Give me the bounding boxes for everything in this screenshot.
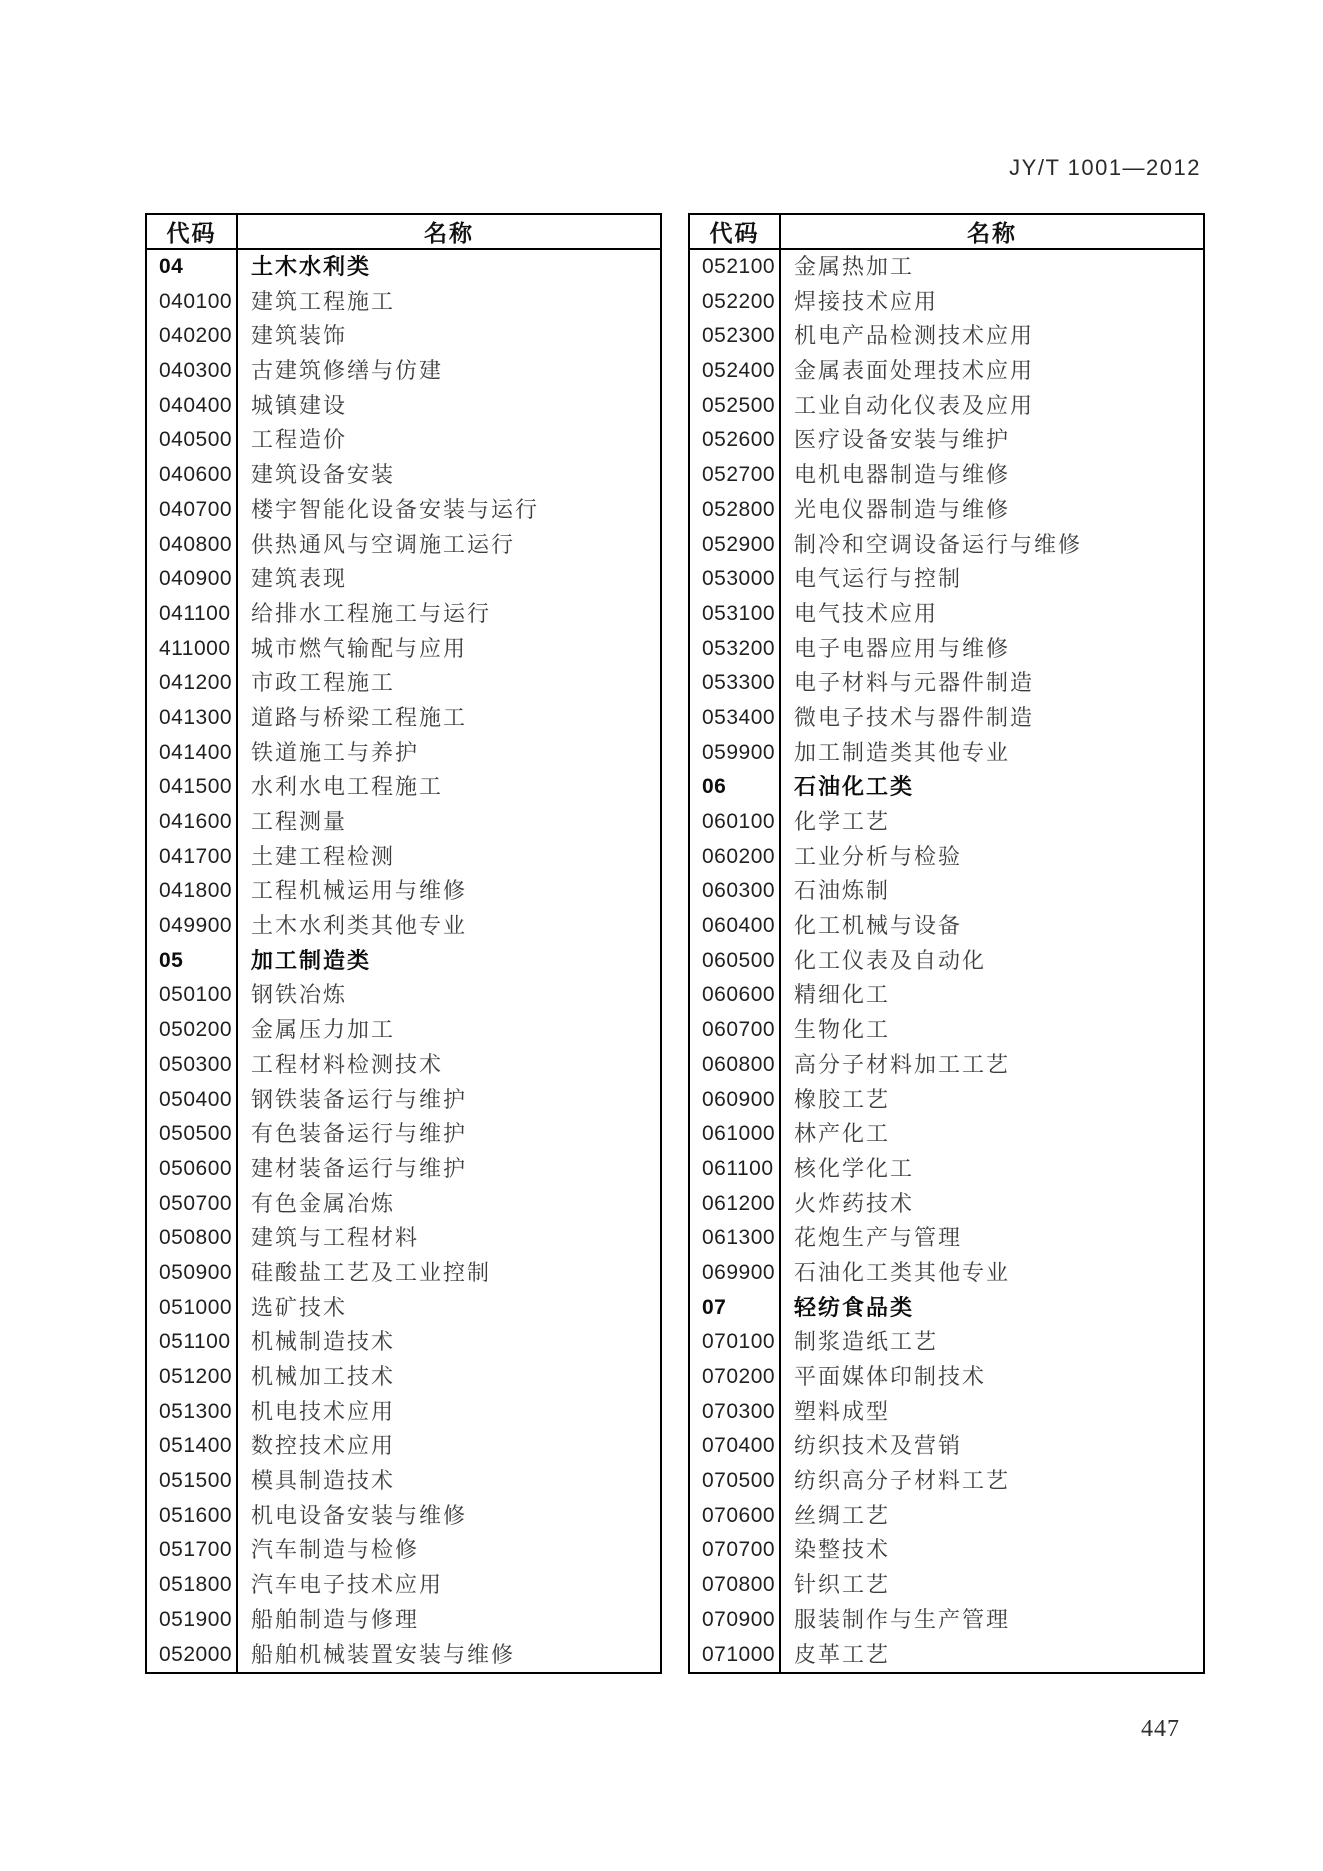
name-cell: 工程机械运用与维修: [251, 878, 468, 904]
code-cell: 050400: [146, 1083, 237, 1118]
code-cell: 050500: [146, 1117, 237, 1152]
name-cell: 电子电器应用与维修: [794, 635, 1011, 661]
name-cell: 工程材料检测技术: [251, 1051, 444, 1077]
name-cell: 加工制造类: [251, 947, 372, 973]
code-cell: 052500: [689, 389, 780, 424]
code-cell: 050900: [146, 1256, 237, 1291]
table-row: [689, 423, 1204, 458]
table-row: [689, 1256, 1204, 1291]
table-row: [689, 1048, 1204, 1083]
table-row: [146, 909, 661, 944]
name-cell: 核化学化工: [794, 1155, 915, 1181]
code-cell: 050200: [146, 1013, 237, 1048]
name-cell: 建筑设备安装: [251, 462, 396, 488]
table-row: [689, 458, 1204, 493]
table-row: [689, 1083, 1204, 1118]
name-cell: 微电子技术与器件制造: [794, 704, 1035, 730]
name-cell: 金属表面处理技术应用: [794, 358, 1035, 384]
code-cell: 060800: [689, 1048, 780, 1083]
table-row: [146, 1429, 661, 1464]
name-cell: 石油化工类其他专业: [794, 1259, 1011, 1285]
table-row: [146, 1187, 661, 1222]
table-row: [689, 978, 1204, 1013]
code-cell: 051100: [146, 1325, 237, 1360]
name-cell: 生物化工: [794, 1017, 891, 1043]
name-cell: 橡胶工艺: [794, 1086, 891, 1112]
table-row: [146, 1256, 661, 1291]
table-row: [689, 1568, 1204, 1603]
code-cell: 050100: [146, 978, 237, 1013]
name-cell: 市政工程施工: [251, 670, 396, 696]
name-cell: 铁道施工与养护: [251, 739, 420, 765]
table-row: [146, 632, 661, 667]
table-row: [146, 978, 661, 1013]
name-cell: 花炮生产与管理: [794, 1225, 963, 1251]
name-cell: 道路与桥梁工程施工: [251, 704, 468, 730]
page-number: 447: [1141, 1716, 1180, 1742]
name-cell: 石油化工类: [794, 774, 915, 800]
name-cell: 土建工程检测: [251, 843, 396, 869]
name-cell: 焊接技术应用: [794, 288, 939, 314]
table-row: [146, 1083, 661, 1118]
table-row: [146, 736, 661, 771]
code-table-left: [145, 213, 662, 1674]
code-cell: 041400: [146, 736, 237, 771]
table-row: [689, 805, 1204, 840]
code-cell: 04: [146, 249, 237, 285]
name-cell: 建材装备运行与维护: [251, 1155, 468, 1181]
name-cell: 医疗设备安装与维护: [794, 427, 1011, 453]
table-row: [689, 632, 1204, 667]
table-row: [689, 1429, 1204, 1464]
code-cell: 070700: [689, 1533, 780, 1568]
code-cell: 070600: [689, 1499, 780, 1534]
table-row: [146, 1117, 661, 1152]
code-cell: 051900: [146, 1603, 237, 1638]
name-cell: 有色金属冶炼: [251, 1190, 396, 1216]
name-cell: 电子材料与元器件制造: [794, 670, 1035, 696]
code-cell: 07: [689, 1291, 780, 1326]
table-row: [689, 1325, 1204, 1360]
code-cell: 050800: [146, 1221, 237, 1256]
column-header-name: 名称: [237, 214, 661, 249]
table-row: [146, 770, 661, 805]
code-cell: 052100: [689, 249, 780, 285]
code-cell: 060500: [689, 944, 780, 979]
code-cell: 040500: [146, 423, 237, 458]
table-row: [689, 701, 1204, 736]
name-cell: 选矿技术: [251, 1294, 348, 1320]
category-row: [146, 249, 661, 285]
code-cell: 411000: [146, 632, 237, 667]
name-cell: 平面媒体印制技术: [794, 1364, 987, 1389]
code-cell: 059900: [689, 736, 780, 771]
code-cell: 070900: [689, 1603, 780, 1638]
table-row: [146, 1325, 661, 1360]
name-cell: 机电技术应用: [251, 1398, 396, 1424]
category-row: [689, 770, 1204, 805]
table-row: [146, 354, 661, 389]
code-cell: 041300: [146, 701, 237, 736]
code-cell: 060400: [689, 909, 780, 944]
table-row: [689, 1187, 1204, 1222]
name-cell: 金属热加工: [794, 254, 915, 279]
table-row: [146, 1395, 661, 1430]
table-row: [689, 736, 1204, 771]
column-header-name: 名称: [780, 214, 1204, 249]
name-cell: 火炸药技术: [794, 1190, 915, 1216]
code-cell: 070100: [689, 1325, 780, 1360]
name-cell: 服装制作与生产管理: [794, 1606, 1011, 1632]
name-cell: 加工制造类其他专业: [794, 739, 1011, 765]
code-cell: 040900: [146, 562, 237, 597]
table-row: [146, 562, 661, 597]
name-cell: 钢铁冶炼: [251, 982, 348, 1008]
table-header-row: [689, 214, 1204, 249]
name-cell: 建筑表现: [251, 566, 348, 592]
table-row: [146, 597, 661, 632]
table-row: [689, 319, 1204, 354]
code-cell: 061000: [689, 1117, 780, 1152]
column-header-code: 代码: [689, 214, 780, 249]
table-row: [689, 1013, 1204, 1048]
name-cell: 机械制造技术: [251, 1329, 396, 1355]
category-row: [146, 944, 661, 979]
code-cell: 053400: [689, 701, 780, 736]
code-cell: 069900: [689, 1256, 780, 1291]
code-cell: 052600: [689, 423, 780, 458]
code-cell: 052900: [689, 528, 780, 563]
table-row: [689, 285, 1204, 320]
table-row: [146, 319, 661, 354]
name-cell: 化工机械与设备: [794, 913, 963, 939]
name-cell: 金属压力加工: [251, 1017, 396, 1043]
name-cell: 土木水利类: [251, 254, 372, 279]
code-cell: 051000: [146, 1291, 237, 1326]
code-cell: 041100: [146, 597, 237, 632]
code-cell: 052400: [689, 354, 780, 389]
table-row: [146, 805, 661, 840]
table-row: [146, 1603, 661, 1638]
table-row: [146, 1048, 661, 1083]
code-cell: 053200: [689, 632, 780, 667]
table-row: [689, 944, 1204, 979]
name-cell: 皮革工艺: [794, 1641, 891, 1667]
table-row: [689, 562, 1204, 597]
code-cell: 061100: [689, 1152, 780, 1187]
name-cell: 精细化工: [794, 982, 891, 1008]
code-cell: 070300: [689, 1395, 780, 1430]
code-cell: 070800: [689, 1568, 780, 1603]
name-cell: 船舶制造与修理: [251, 1606, 420, 1632]
table-row: [146, 874, 661, 909]
code-cell: 041700: [146, 840, 237, 875]
code-cell: 041800: [146, 874, 237, 909]
code-cell: 052800: [689, 493, 780, 528]
code-cell: 050700: [146, 1187, 237, 1222]
code-cell: 051800: [146, 1568, 237, 1603]
code-cell: 051300: [146, 1395, 237, 1430]
code-cell: 051600: [146, 1499, 237, 1534]
name-cell: 土木水利类其他专业: [251, 913, 468, 939]
table-row: [689, 840, 1204, 875]
code-cell: 071000: [689, 1638, 780, 1674]
code-cell: 052200: [689, 285, 780, 320]
table-row: [689, 528, 1204, 563]
name-cell: 汽车制造与检修: [251, 1537, 420, 1563]
table-row: [146, 840, 661, 875]
name-cell: 塑料成型: [794, 1398, 891, 1424]
code-cell: 053100: [689, 597, 780, 632]
standard-number-header: JY/T 1001—2012: [1009, 155, 1201, 180]
code-cell: 060300: [689, 874, 780, 909]
table-row: [689, 1533, 1204, 1568]
table-header-row: [146, 214, 661, 249]
column-header-code: 代码: [146, 214, 237, 249]
name-cell: 工程造价: [251, 427, 348, 453]
code-cell: 041600: [146, 805, 237, 840]
name-cell: 硅酸盐工艺及工业控制: [251, 1259, 492, 1285]
name-cell: 供热通风与空调施工运行: [251, 531, 516, 557]
code-cell: 049900: [146, 909, 237, 944]
table-row: [689, 909, 1204, 944]
code-cell: 051700: [146, 1533, 237, 1568]
name-cell: 电机电器制造与维修: [794, 462, 1011, 488]
name-cell: 电气运行与控制: [794, 566, 963, 592]
table-row: [689, 249, 1204, 285]
name-cell: 光电仪器制造与维修: [794, 496, 1011, 522]
code-cell: 040400: [146, 389, 237, 424]
name-cell: 机电设备安装与维修: [251, 1502, 468, 1528]
code-cell: 051400: [146, 1429, 237, 1464]
table-row: [689, 1603, 1204, 1638]
table-row: [146, 458, 661, 493]
code-cell: 052700: [689, 458, 780, 493]
table-row: [146, 1360, 661, 1395]
name-cell: 化学工艺: [794, 809, 891, 834]
table-row: [689, 1395, 1204, 1430]
table-row: [689, 597, 1204, 632]
table-row: [146, 1013, 661, 1048]
table-row: [146, 423, 661, 458]
table-row: [146, 1291, 661, 1326]
name-cell: 给排水工程施工与运行: [251, 600, 492, 626]
name-cell: 制冷和空调设备运行与维修: [794, 531, 1083, 557]
code-cell: 051200: [146, 1360, 237, 1395]
code-cell: 052000: [146, 1638, 237, 1674]
table-row: [689, 1499, 1204, 1534]
table-row: [689, 874, 1204, 909]
code-cell: 060100: [689, 805, 780, 840]
table-row: [689, 1117, 1204, 1152]
code-cell: 040100: [146, 285, 237, 320]
table-row: [146, 389, 661, 424]
table-row: [689, 1360, 1204, 1395]
table-row: [146, 701, 661, 736]
table-row: [146, 285, 661, 320]
code-cell: 060700: [689, 1013, 780, 1048]
code-cell: 06: [689, 770, 780, 805]
table-row: [146, 1152, 661, 1187]
name-cell: 机械加工技术: [251, 1364, 396, 1389]
code-cell: 070500: [689, 1464, 780, 1499]
tables-container: [145, 213, 1205, 1674]
table-row: [689, 1638, 1204, 1674]
table-row: [146, 528, 661, 563]
table-row: [689, 1464, 1204, 1499]
name-cell: 建筑与工程材料: [251, 1225, 420, 1251]
code-cell: 050300: [146, 1048, 237, 1083]
table-row: [146, 1499, 661, 1534]
table-row: [146, 1464, 661, 1499]
name-cell: 高分子材料加工工艺: [794, 1051, 1011, 1077]
name-cell: 船舶机械装置安装与维修: [251, 1641, 516, 1667]
name-cell: 染整技术: [794, 1537, 891, 1563]
code-cell: 060600: [689, 978, 780, 1013]
name-cell: 汽车电子技术应用: [251, 1572, 444, 1598]
code-cell: 061200: [689, 1187, 780, 1222]
code-cell: 040200: [146, 319, 237, 354]
table-row: [689, 354, 1204, 389]
name-cell: 机电产品检测技术应用: [794, 323, 1035, 349]
code-cell: 041200: [146, 666, 237, 701]
code-cell: 060200: [689, 840, 780, 875]
code-cell: 060900: [689, 1083, 780, 1118]
name-cell: 城镇建设: [251, 392, 348, 418]
table-row: [689, 666, 1204, 701]
name-cell: 楼宇智能化设备安装与运行: [251, 496, 540, 522]
code-cell: 070400: [689, 1429, 780, 1464]
table-row: [146, 1533, 661, 1568]
name-cell: 制浆造纸工艺: [794, 1329, 939, 1355]
category-row: [689, 1291, 1204, 1326]
table-row: [146, 1221, 661, 1256]
code-cell: 040600: [146, 458, 237, 493]
table-row: [689, 1221, 1204, 1256]
code-cell: 040700: [146, 493, 237, 528]
name-cell: 石油炼制: [794, 878, 891, 904]
code-cell: 061300: [689, 1221, 780, 1256]
code-table-right: [688, 213, 1205, 1674]
name-cell: 工程测量: [251, 809, 348, 834]
name-cell: 工业分析与检验: [794, 843, 963, 869]
code-cell: 050600: [146, 1152, 237, 1187]
name-cell: 建筑装饰: [251, 323, 348, 349]
table-row: [146, 666, 661, 701]
name-cell: 水利水电工程施工: [251, 774, 444, 800]
code-cell: 040800: [146, 528, 237, 563]
code-cell: 051500: [146, 1464, 237, 1499]
table-row: [146, 1638, 661, 1674]
name-cell: 钢铁装备运行与维护: [251, 1086, 468, 1112]
name-cell: 有色装备运行与维护: [251, 1121, 468, 1147]
table-row: [689, 389, 1204, 424]
name-cell: 丝绸工艺: [794, 1502, 891, 1528]
name-cell: 纺织高分子材料工艺: [794, 1468, 1011, 1494]
table-row: [689, 1152, 1204, 1187]
name-cell: 轻纺食品类: [794, 1294, 915, 1320]
name-cell: 电气技术应用: [794, 600, 939, 626]
name-cell: 纺织技术及营销: [794, 1433, 963, 1459]
code-cell: 053000: [689, 562, 780, 597]
code-cell: 05: [146, 944, 237, 979]
name-cell: 林产化工: [794, 1121, 891, 1147]
code-cell: 070200: [689, 1360, 780, 1395]
table-row: [689, 493, 1204, 528]
name-cell: 城市燃气输配与应用: [251, 635, 468, 661]
code-cell: 052300: [689, 319, 780, 354]
name-cell: 建筑工程施工: [251, 288, 396, 314]
name-cell: 工业自动化仪表及应用: [794, 392, 1035, 418]
table-row: [146, 1568, 661, 1603]
code-cell: 053300: [689, 666, 780, 701]
name-cell: 模具制造技术: [251, 1468, 396, 1494]
code-cell: 040300: [146, 354, 237, 389]
name-cell: 数控技术应用: [251, 1433, 396, 1459]
code-cell: 041500: [146, 770, 237, 805]
name-cell: 化工仪表及自动化: [794, 947, 987, 973]
name-cell: 古建筑修缮与仿建: [251, 358, 444, 384]
table-row: [146, 493, 661, 528]
name-cell: 针织工艺: [794, 1572, 891, 1598]
